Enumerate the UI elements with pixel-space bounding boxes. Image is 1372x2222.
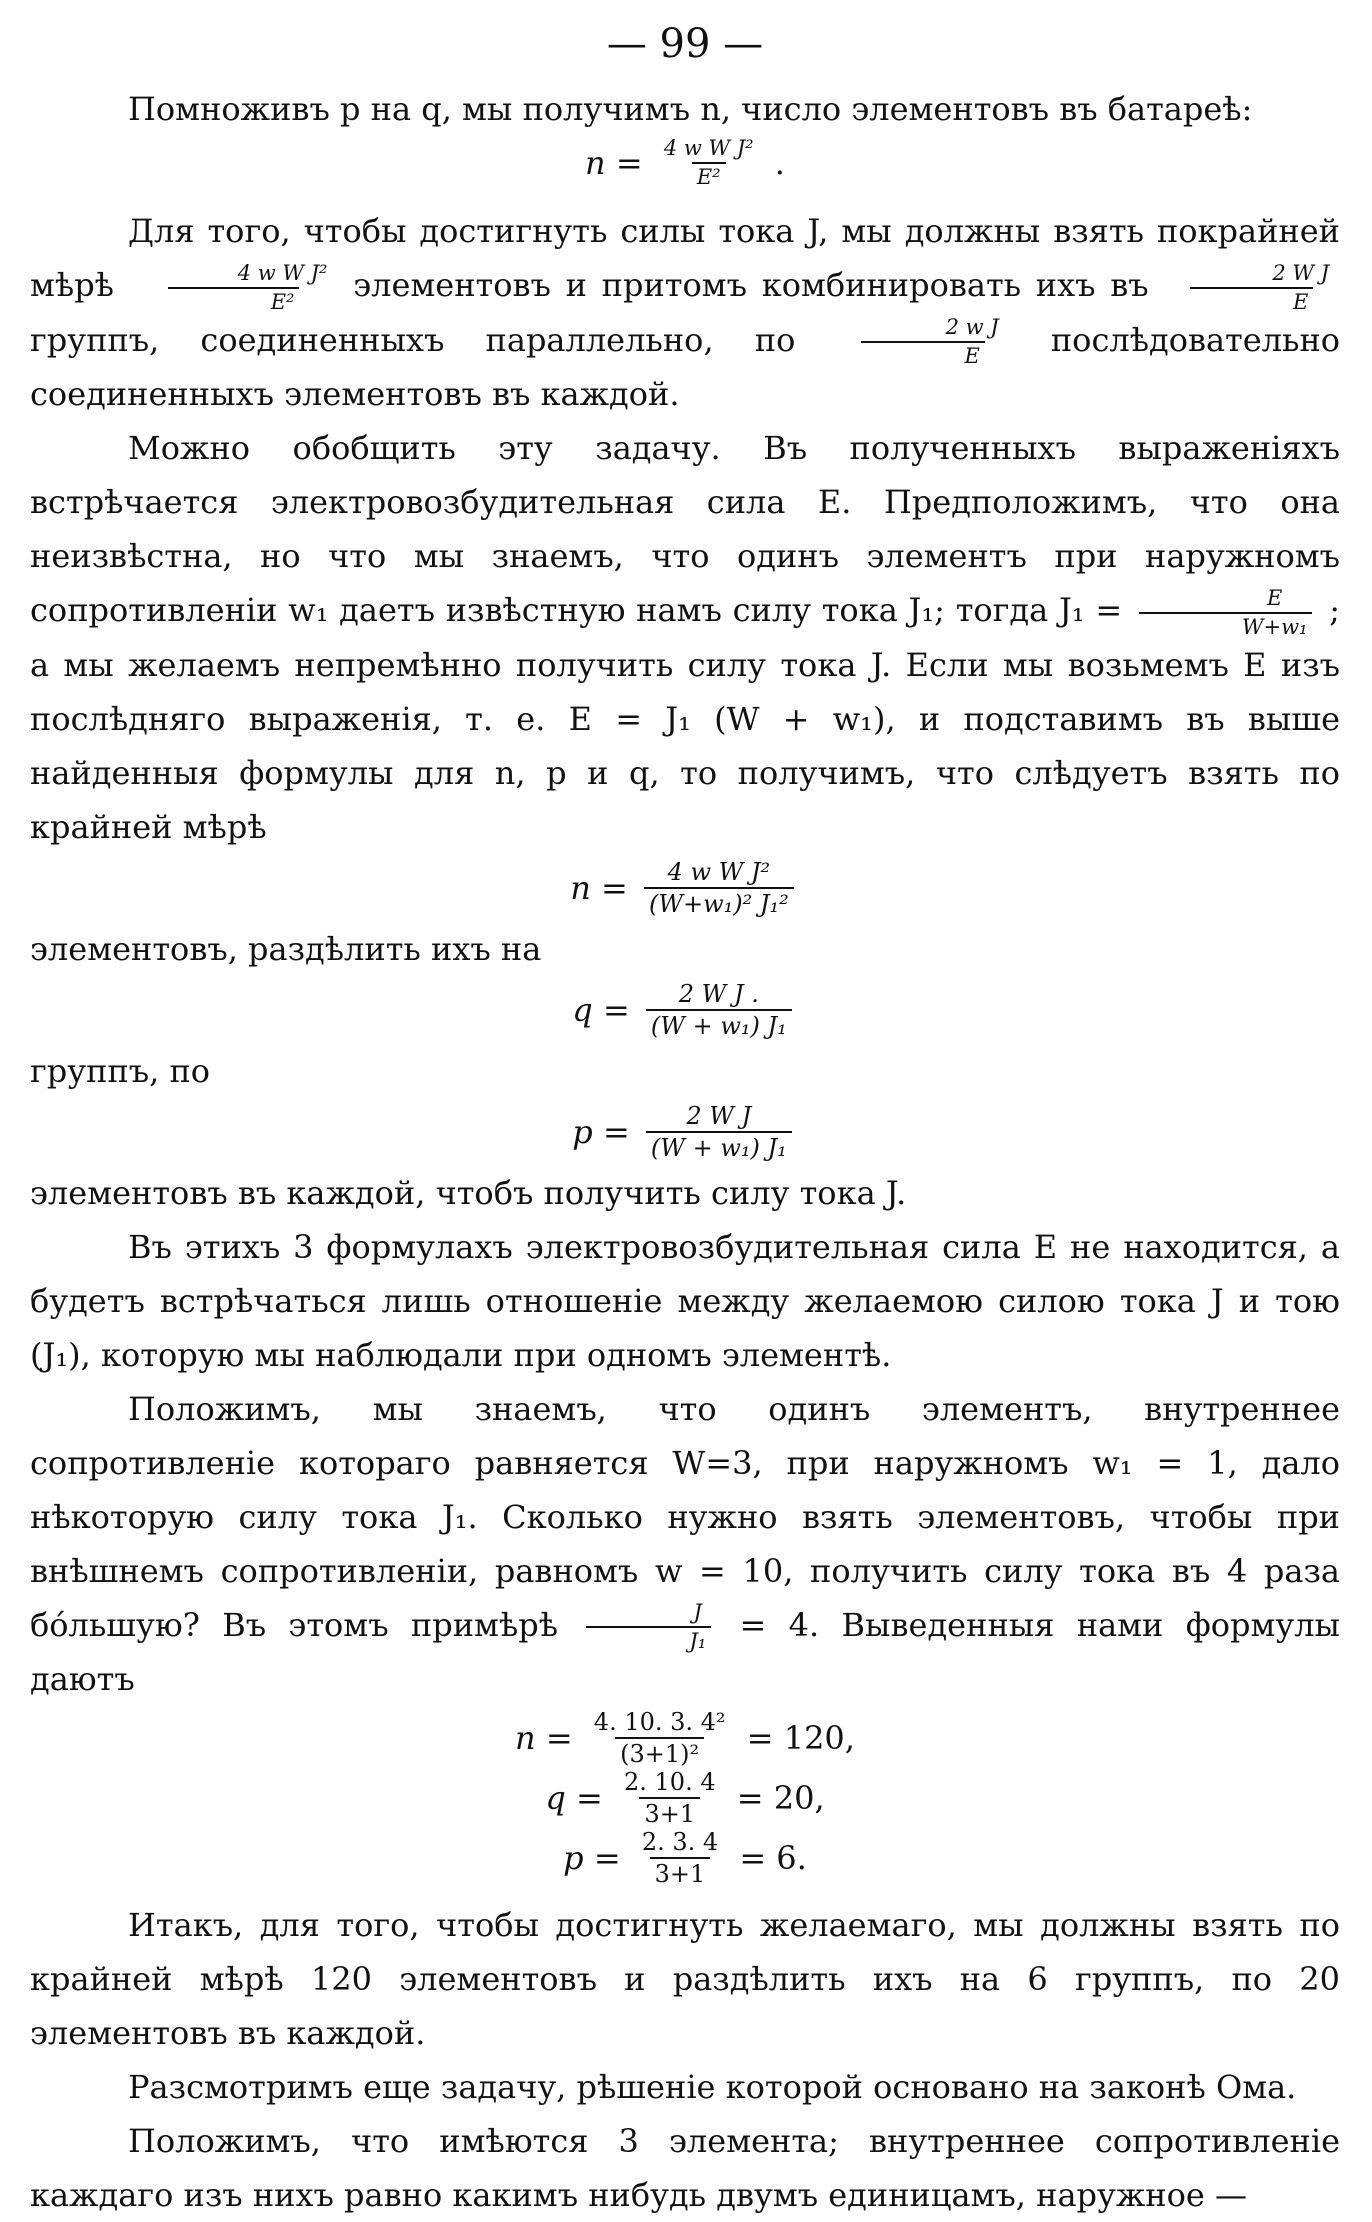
equation-lhs: q = xyxy=(545,1779,603,1817)
fraction xyxy=(646,979,792,1040)
fraction-numerator: 4 w W J² xyxy=(663,136,754,160)
text-run: Положимъ, мы знаемъ, что одинъ элементъ, внутреннее сопротивленіе котораго равняется W=3, при наружномъ w₁ = 1, дало нѣкоторую силу тока J₁. Сколько нужно взять элементовъ, чтобы при внѣшнемъ сопротивленіи, равномъ w = 10, получить силу тока въ 4 раза бо́льшую? Въ этомъ примѣрѣ xyxy=(30,1389,1340,1644)
paragraph-3 xyxy=(30,421,1340,854)
equation-q-1 xyxy=(30,979,1340,1040)
equation-p-1 xyxy=(30,1101,1340,1162)
fraction xyxy=(843,317,1004,367)
paragraph-5: группъ, по xyxy=(30,1051,211,1090)
equation-q-2 xyxy=(30,1770,1340,1826)
fraction-denominator: E² xyxy=(168,287,300,313)
fraction-numerator: 2 w J xyxy=(945,315,999,339)
fraction-denominator: (W + w₁) J₁ xyxy=(646,1131,792,1160)
equation-lhs: q = xyxy=(572,990,630,1029)
page-number: — 99 — xyxy=(606,21,764,67)
fraction xyxy=(646,1101,792,1162)
fraction-numerator: 2 W J . xyxy=(678,979,759,1008)
paragraph-6: элементовъ въ каждой, чтобъ получить силу тока J. xyxy=(30,1173,907,1212)
fraction xyxy=(644,857,794,918)
fraction xyxy=(589,1710,731,1766)
fraction-denominator: E xyxy=(861,341,984,367)
paragraph-11: Положимъ, что имѣются 3 элемента; внутреннее сопротивленіе каждаго изъ нихъ равно какимъ нибудь двумъ единицамъ, наружное — xyxy=(30,2122,1340,2214)
equation-n-2 xyxy=(30,857,1340,918)
fraction-numerator: J xyxy=(693,1600,702,1624)
fraction-numerator: 4. 10. 3. 4² xyxy=(593,1708,726,1736)
text-run: послѣдовательно соединенныхъ элементовъ въ каждой. xyxy=(30,320,1341,413)
fraction xyxy=(637,1830,723,1886)
fraction xyxy=(1169,260,1334,314)
fraction-denominator: J₁ xyxy=(586,1626,711,1652)
paragraph-4: элементовъ, раздѣлить ихъ на xyxy=(30,929,542,968)
fraction-denominator: 3+1 xyxy=(650,1857,711,1886)
fraction-numerator: 2 W J xyxy=(1272,260,1330,285)
fraction-numerator: 2. 10. 4 xyxy=(624,1768,716,1796)
fraction-numerator: 2. 3. 4 xyxy=(641,1828,719,1856)
paragraph-7: Въ этихъ 3 формулахъ электровозбудительная сила E не находится, а будетъ встрѣчаться лишь отношеніе между желаемою силою тока J и тою (J₁), которую мы наблюдали при одномъ элементѣ. xyxy=(30,1227,1340,1374)
equation-n-1 xyxy=(30,138,1340,188)
equation-n-3 xyxy=(30,1710,1340,1766)
text-run: Для того, чтобы достигнуть силы тока J, мы должны взять покрайней мѣрѣ xyxy=(30,212,1340,304)
fraction xyxy=(586,1602,711,1652)
equation-lhs: n = xyxy=(570,868,628,907)
fraction xyxy=(619,1770,721,1826)
text-run: группъ, соединенныхъ параллельно, по xyxy=(30,320,796,359)
fraction-numerator: 4 w W J² xyxy=(237,260,328,285)
paragraph-2 xyxy=(30,204,1340,421)
fraction xyxy=(659,138,759,188)
fraction-denominator: E xyxy=(1190,287,1313,313)
text-run: = 4. Выведенныя нами формулы даютъ xyxy=(30,1605,1341,1698)
paragraph-9: Итакъ, для того, чтобы достигнуть желаемаго, мы должны взять по крайней мѣрѣ 120 элементовъ и раздѣлить ихъ на 6 группъ, по 20 элементовъ въ каждой. xyxy=(30,1906,1340,2052)
equation-rhs: = 6. xyxy=(739,1839,807,1877)
equation-rhs: = 120, xyxy=(746,1719,855,1757)
equation-p-2 xyxy=(30,1830,1340,1886)
fraction-denominator: 3+1 xyxy=(639,1797,700,1826)
equation-lhs: n = xyxy=(585,144,643,182)
equation-rhs: = 20, xyxy=(736,1779,825,1817)
fraction-numerator: 4 w W J² xyxy=(667,857,771,886)
equation-lhs: p = xyxy=(572,1112,630,1151)
document-page xyxy=(30,14,1340,2222)
fraction-denominator: (W+w₁)² J₁² xyxy=(644,887,794,916)
fraction-numerator: 2 W J xyxy=(686,1101,752,1130)
text-run: элементовъ и притомъ комбинировать ихъ въ xyxy=(353,266,1149,304)
text-run: Можно обобщить эту задачу. Въ полученныхъ выраженіяхъ встрѣчается электровозбудительная сила E. Предположимъ, что она неизвѣстна, но что мы знаемъ, что одинъ элементъ при наружномъ сопротивленіи w₁ даетъ извѣстную намъ силу тока J₁; тогда J₁ = xyxy=(30,429,1340,629)
equation-tail: . xyxy=(774,144,785,182)
fraction-denominator: W+w₁ xyxy=(1139,612,1313,638)
fraction-denominator: (3+1)² xyxy=(615,1737,704,1766)
fraction-denominator: E² xyxy=(692,162,726,188)
paragraph-10: Разсмотримъ еще задачу, рѣшеніе которой основано на законѣ Ома. xyxy=(128,2068,1297,2106)
equation-lhs: n = xyxy=(515,1719,573,1757)
fraction xyxy=(135,260,333,314)
paragraph-1: Помноживъ p на q, мы получимъ n, число элементовъ въ батареѣ: xyxy=(128,90,1253,128)
fraction-numerator: E xyxy=(1267,585,1283,610)
paragraph-8 xyxy=(30,1382,1340,1707)
equation-lhs: p = xyxy=(563,1839,621,1877)
text-run: ; а мы желаемъ непремѣнно получить силу тока J. Если мы возьмемъ E изъ послѣдняго выраженія, т. е. E = J₁ (W + w₁), и подставимъ въ выше найденныя формулы для n, p и q, то получимъ, что слѣдуетъ взять по крайней мѣрѣ xyxy=(30,591,1341,846)
fraction xyxy=(1139,585,1313,639)
fraction-denominator: (W + w₁) J₁ xyxy=(646,1009,792,1038)
